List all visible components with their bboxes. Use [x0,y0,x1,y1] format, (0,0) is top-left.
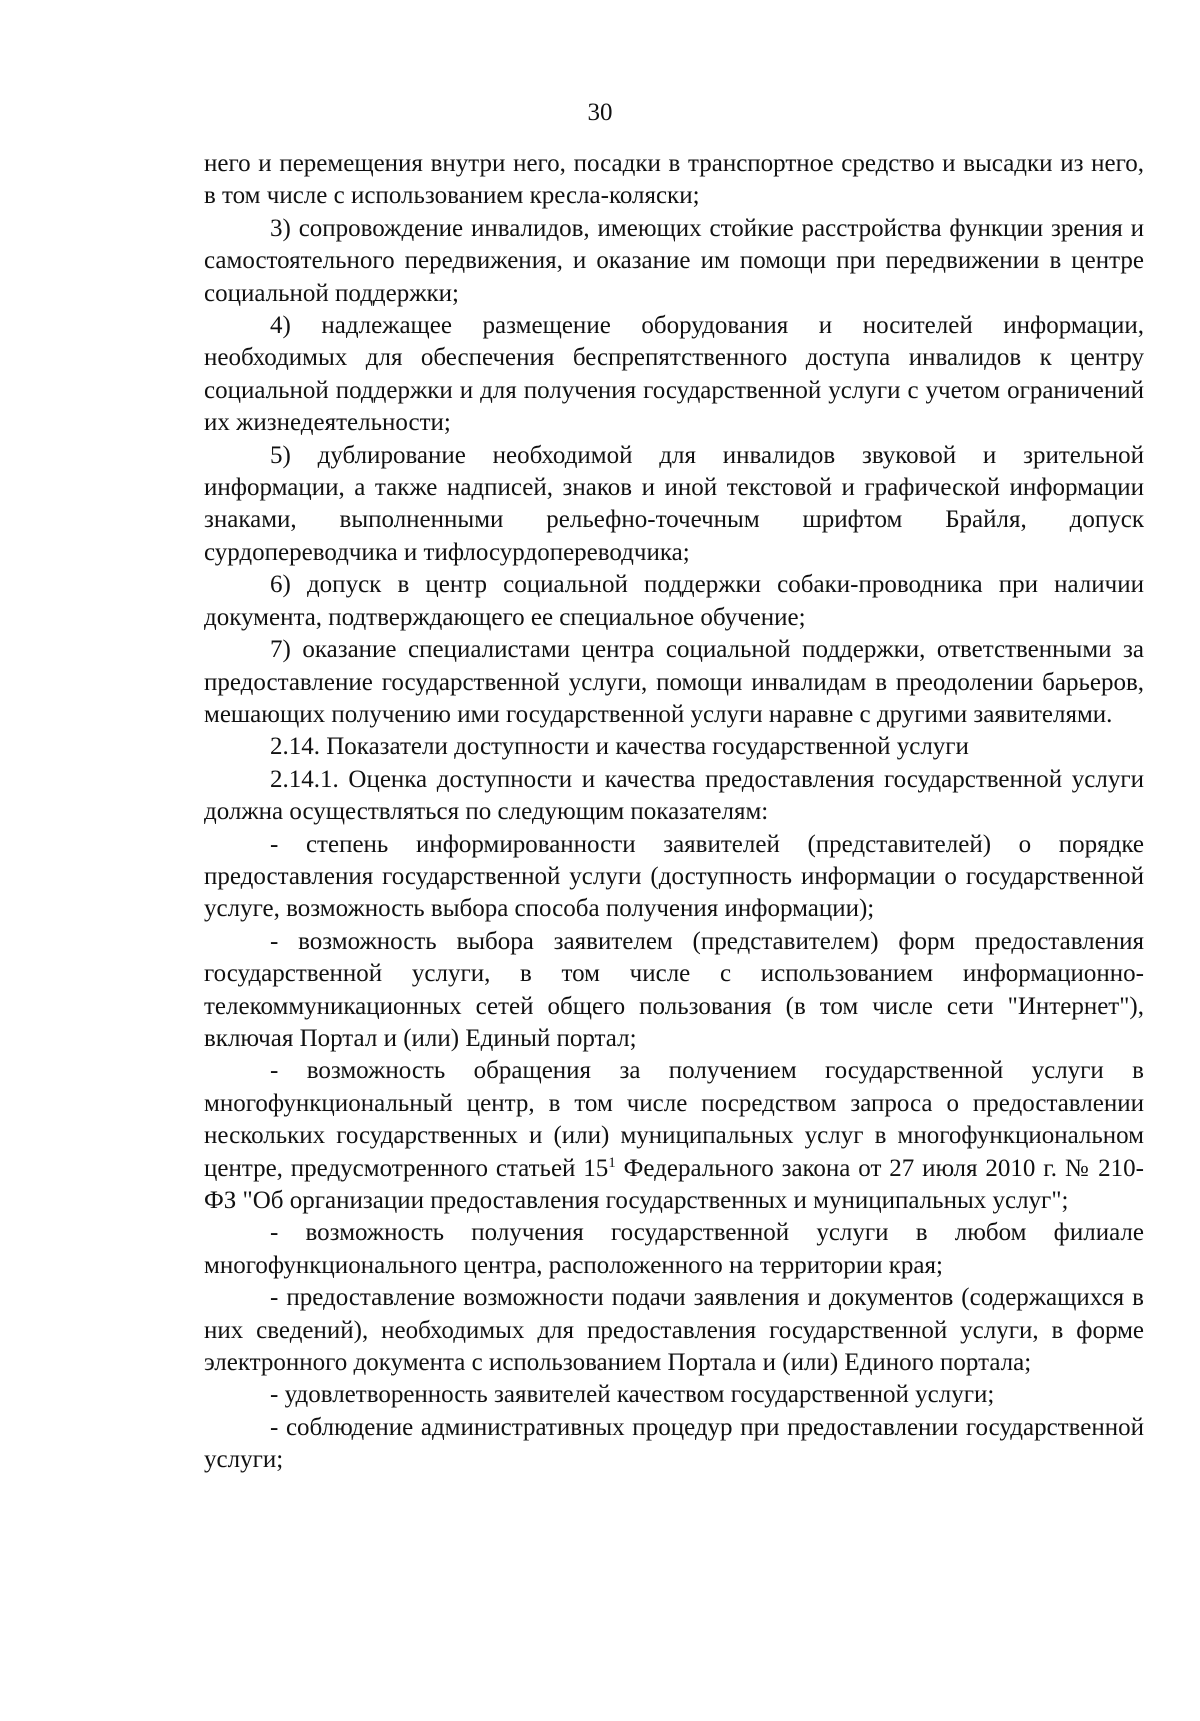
paragraph: 7) оказание специалистами центра социальной поддержки, ответственными за предоставление государственной услуги, помощи инвалидам в преодолении барьеров, мешающих получению ими государственной услуги наравне с другими заявителями. [204,636,1144,728]
page-number: 30 [587,99,613,126]
list-item: - предоставление возможности подачи заявления и документов (содержащихся в них сведений), необходимых для предоставления государственной услуги, в форме электронного документа с использованием Портала и (или) Единого портала; [204,1284,1144,1377]
list-item: - удовлетворенность заявителей качеством государственной услуги; [270,1381,995,1409]
list-item: - возможность получения государственной услуги в любом филиале многофункционального центра, расположенного на территории края; [204,1219,1144,1279]
paragraph: 4) надлежащее размещение оборудования и носителей информации, необходимых для обеспечения беспрепятственного доступа инвалидов к центру социальной поддержки и для получения государственной услуги с учетом ограничений их жизнедеятельности; [204,312,1144,437]
paragraph: него и перемещения внутри него, посадки в транспортное средство и высадки из него, в том числе с использованием кресла-коляски; [204,150,1144,210]
superscript: 1 [608,1154,616,1171]
paragraph: 5) дублирование необходимой для инвалидов звуковой и зрительной информации, а также надписей, знаков и иной текстовой и графической информации знаками, выполненными рельефно-точечным шрифтом Брайля, допуск сурдопереводчика и тифлосурдопереводчика; [204,441,1144,566]
list-item [204,1055,1144,1217]
list-item: - возможность выбора заявителем (представителем) форм предоставления государственной услуги, в том числе с использованием информационно-телекоммуникационных сетей общего пользования (в том числе сети "Интернет"), включая Портал и (или) Единый портал; [204,927,1144,1052]
paragraph: 3) сопровождение инвалидов, имеющих стойкие расстройства функции зрения и самостоятельного передвижения, и оказание им помощи при передвижении в центре социальной поддержки; [204,214,1144,307]
list-item-text: - возможность обращения за получением государственной услуги в многофункциональный центр, в том числе посредством запроса о предоставлении нескольких государственных и (или) муниципальных услуг в многофункциональном центре, предусмотренного статьей 15 [204,1057,1144,1182]
paragraph: 2.14.1. Оценка доступности и качества предоставления государственной услуги должна осуществляться по следующим показателям: [204,765,1144,826]
list-item: - степень информированности заявителей (представителей) о порядке предоставления государственной услуги (доступность информации о государственной услуге, возможность выбора способа получения информации); [204,830,1144,923]
section-heading: 2.14. Показатели доступности и качества государственной услуги [270,733,969,761]
document-body [204,148,1144,1477]
list-item: - соблюдение административных процедур при предоставлении государственной услуги; [204,1413,1144,1474]
paragraph: 6) допуск в центр социальной поддержки собаки-проводника при наличии документа, подтверждающего ее специальное обучение; [204,571,1144,631]
list-item-text: Федерального закона от 27 июля 2010 г. № 210-ФЗ "Об организации предоставления государственных и муниципальных услуг"; [204,1154,1144,1214]
